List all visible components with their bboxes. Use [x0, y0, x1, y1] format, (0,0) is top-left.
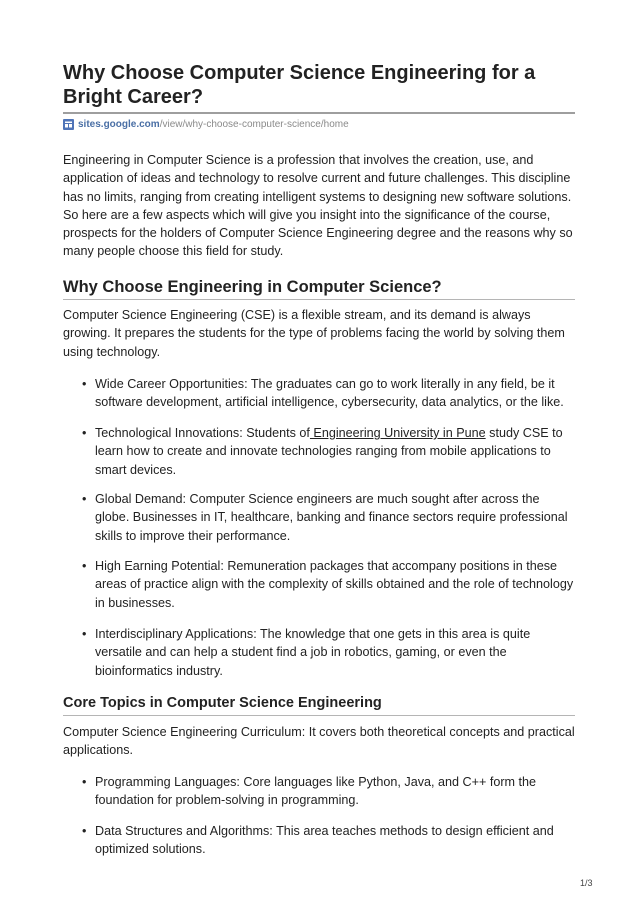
list-item-text: High Earning Potential: Remuneration packages that accompany positions in these areas of practice align with the complexity of skills obtained and the role of technology in businesses. — [95, 559, 574, 610]
section-heading-why-choose: Why Choose Engineering in Computer Science? — [63, 278, 442, 296]
list-item — [82, 557, 577, 612]
list-item-text: Wide Career Opportunities: The graduates can go to work literally in any field, be it software development, artificial intelligence, cybersecurity, data analytics, or the like. — [95, 377, 564, 410]
section-divider — [63, 715, 575, 716]
list-item — [82, 822, 577, 859]
list-item-text: Data Structures and Algorithms: This area teaches methods to design efficient and optimized solutions. — [95, 824, 554, 857]
bullet-icon: • — [82, 627, 87, 641]
list-item — [82, 424, 577, 479]
bullet-icon: • — [82, 559, 87, 573]
list-item — [82, 490, 577, 545]
google-sites-icon — [63, 119, 74, 130]
title-divider — [63, 112, 575, 114]
section-paragraph: Computer Science Engineering (CSE) is a flexible stream, and its demand is always growing. It prepares the students for the type of problems facing the world by solving them using technology. — [63, 308, 565, 359]
bullet-icon: • — [82, 824, 87, 838]
bullet-icon: • — [82, 775, 87, 789]
bullet-icon: • — [82, 377, 87, 391]
list-item-text: Programming Languages: Core languages like Python, Java, and C++ form the foundation for problem-solving in programming. — [95, 775, 537, 808]
section-paragraph: Computer Science Engineering Curriculum: It covers both theoretical concepts and practical applications. — [63, 725, 575, 758]
source-domain[interactable]: sites.google.com — [78, 118, 160, 130]
list-item-text: study CSE to learn how to create and innovate technologies ranging from mobile applications to smart devices. — [95, 426, 563, 477]
bullet-icon: • — [82, 426, 87, 440]
page-title: Why Choose Computer Science Engineering for a Bright Career? — [63, 62, 536, 108]
source-url[interactable] — [63, 117, 349, 131]
list-item-text: Technological Innovations: Students of — [95, 426, 310, 440]
list-item — [82, 625, 577, 680]
engineering-university-link[interactable]: Engineering University in Pune — [309, 426, 486, 440]
page-number: 1/3 — [580, 878, 593, 888]
list-item — [82, 773, 577, 810]
list-item-text: Global Demand: Computer Science engineers are much sought after across the globe. Businesses in IT, healthcare, banking and finance sectors require professional skills to improve their performance. — [95, 492, 568, 543]
bullet-icon: • — [82, 492, 87, 506]
section-divider — [63, 299, 575, 300]
list-item — [82, 375, 577, 412]
source-path[interactable]: /view/why-choose-computer-science/home — [159, 118, 349, 130]
section-heading-core-topics: Core Topics in Computer Science Engineering — [63, 695, 382, 711]
list-item-text: Interdisciplinary Applications: The knowledge that one gets in this area is quite versatile and can help a student find a job in robotics, gaming, or even the bioinformatics industry. — [95, 627, 531, 678]
intro-paragraph: Engineering in Computer Science is a profession that involves the creation, use, and application of ideas and technology to resolve current and future challenges. This discipline has no limits, ranging from creating intelligent systems to designing new software solutions. So here are a few aspects which will give you insight into the significance of the course, prospects for the holders of Computer Science Engineering degree and the reasons why so many people choose this field for study. — [63, 153, 573, 259]
